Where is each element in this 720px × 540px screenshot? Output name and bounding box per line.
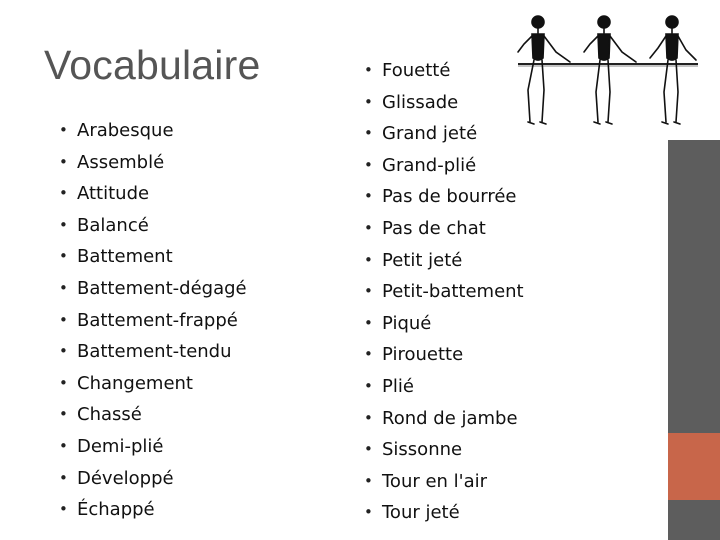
bullet: • bbox=[364, 408, 373, 427]
vocabulary-list-left bbox=[59, 115, 289, 526]
list-item bbox=[59, 178, 289, 210]
bullet: • bbox=[364, 503, 373, 522]
list-item-text: Arabesque bbox=[77, 120, 174, 141]
bullet: • bbox=[364, 313, 373, 332]
list-item bbox=[364, 371, 664, 403]
bullet: • bbox=[364, 218, 373, 237]
dancer-figure-1 bbox=[518, 16, 570, 124]
bullet: • bbox=[364, 345, 373, 364]
list-item-text: Piqué bbox=[382, 312, 432, 334]
bullet: • bbox=[59, 152, 68, 171]
list-item-text: Rond de jambe bbox=[382, 407, 518, 429]
bullet: • bbox=[364, 124, 373, 143]
bullet: • bbox=[364, 282, 373, 301]
list-item-text: Pas de bourrée bbox=[382, 186, 517, 208]
list-item bbox=[59, 431, 289, 463]
list-item-text: Petit jeté bbox=[382, 249, 463, 271]
list-item-text: Pirouette bbox=[382, 344, 464, 366]
list-item-text: Glissade bbox=[382, 91, 459, 113]
bullet: • bbox=[364, 250, 373, 269]
list-item bbox=[59, 273, 289, 305]
list-item bbox=[59, 368, 289, 400]
list-item bbox=[364, 434, 664, 466]
bullet: • bbox=[59, 247, 68, 266]
list-item bbox=[364, 245, 664, 277]
list-item-text: Tour jeté bbox=[382, 502, 460, 524]
list-item bbox=[59, 115, 289, 147]
list-item bbox=[59, 399, 289, 431]
list-item bbox=[364, 466, 664, 498]
list-item bbox=[364, 308, 664, 340]
list-item bbox=[364, 403, 664, 435]
list-item-text: Tour en l'air bbox=[382, 470, 488, 492]
bullet: • bbox=[364, 440, 373, 459]
bullet: • bbox=[59, 121, 68, 139]
list-item bbox=[59, 241, 289, 273]
bullet: • bbox=[364, 61, 373, 79]
bullet: • bbox=[59, 215, 68, 234]
bullet: • bbox=[59, 500, 68, 519]
list-item-text: Battement-dégagé bbox=[77, 277, 247, 299]
slide-title: Vocabulaire bbox=[44, 42, 261, 88]
bullet: • bbox=[364, 155, 373, 174]
list-item-text: Attitude bbox=[77, 183, 150, 205]
list-item bbox=[59, 305, 289, 337]
list-item bbox=[364, 181, 664, 213]
ballet-dancers-at-barre-illustration bbox=[500, 0, 700, 140]
list-item-text: Fouetté bbox=[382, 60, 451, 81]
bullet: • bbox=[59, 405, 68, 424]
list-item-text: Grand jeté bbox=[382, 123, 478, 145]
list-item-text: Grand-plié bbox=[382, 154, 477, 176]
bullet: • bbox=[364, 471, 373, 490]
list-item-text: Plié bbox=[382, 375, 414, 397]
bullet: • bbox=[59, 310, 68, 329]
bullet: • bbox=[364, 187, 373, 206]
list-item-text: Demi-plié bbox=[77, 435, 164, 457]
bullet: • bbox=[59, 184, 68, 203]
bullet: • bbox=[364, 92, 373, 111]
list-item bbox=[59, 147, 289, 179]
list-item bbox=[59, 336, 289, 368]
list-item-text: Pas de chat bbox=[382, 217, 486, 239]
bullet: • bbox=[59, 342, 68, 361]
list-item bbox=[59, 494, 289, 526]
bullet: • bbox=[59, 373, 68, 392]
list-item bbox=[364, 339, 664, 371]
list-item-text: Battement bbox=[77, 246, 173, 268]
list-item bbox=[364, 276, 664, 308]
list-item-text: Échappé bbox=[77, 499, 155, 521]
list-item bbox=[364, 497, 664, 529]
bullet: • bbox=[59, 436, 68, 455]
side-bar-orange-accent bbox=[668, 433, 720, 500]
list-item-text: Sissonne bbox=[382, 439, 463, 461]
list-item-text: Développé bbox=[77, 467, 174, 489]
list-item-text: Assemblé bbox=[77, 151, 165, 173]
list-item-text: Chassé bbox=[77, 404, 142, 426]
list-item-text: Balancé bbox=[77, 214, 149, 236]
list-item bbox=[59, 210, 289, 242]
side-bar-gray-bottom bbox=[668, 500, 720, 540]
side-bar-gray bbox=[668, 140, 720, 433]
list-item-text: Battement-tendu bbox=[77, 341, 232, 363]
list-item bbox=[364, 150, 664, 182]
dancer-figure-3 bbox=[650, 16, 696, 124]
dancer-figure-2 bbox=[584, 16, 636, 124]
list-item bbox=[59, 463, 289, 495]
list-item-text: Changement bbox=[77, 372, 193, 394]
dancers-svg bbox=[500, 0, 700, 140]
bullet: • bbox=[364, 376, 373, 395]
bullet: • bbox=[59, 278, 68, 297]
bullet: • bbox=[59, 468, 68, 487]
list-item-text: Petit-battement bbox=[382, 281, 524, 303]
list-item-text: Battement-frappé bbox=[77, 309, 238, 331]
list-item bbox=[364, 213, 664, 245]
